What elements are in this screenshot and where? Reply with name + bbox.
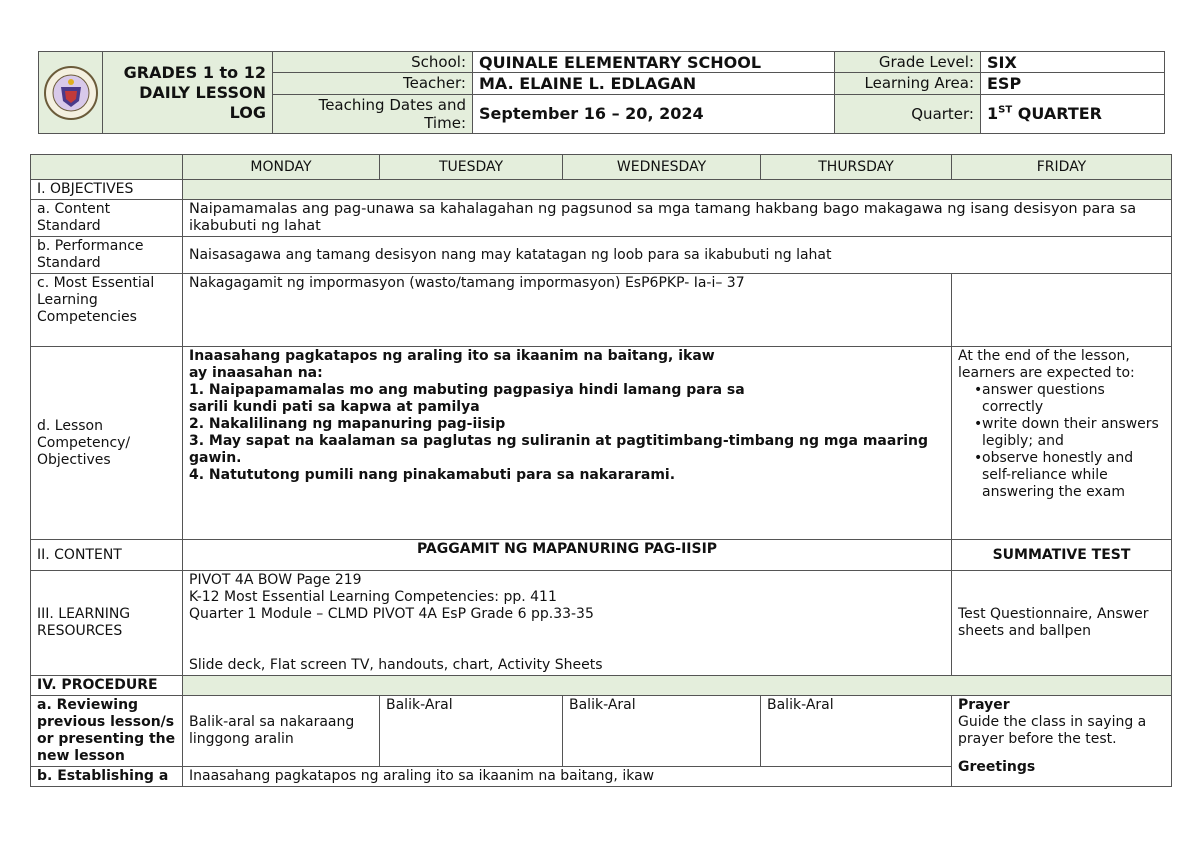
objective-line: 4. Natututong pumili nang pinakamabuti para sa nakararami. [189,467,676,483]
quarter-number: 1 [987,104,999,124]
friday-objective-item: • answer questions correctly [982,382,1165,416]
day-tuesday: TUESDAY [380,155,563,180]
deped-seal-icon [43,65,99,121]
quarter-value [981,94,1165,134]
resource-spacer [189,623,945,657]
friday-objectives-intro: At the end of the lesson, learners are expected to: [958,348,1135,381]
content-text: PAGGAMIT NG MAPANURING PAG-IISIP [183,540,952,571]
objective-line: 1. Naipapamamalas mo ang mabuting pagpasiya hindi lamang para sa [189,382,745,398]
corner-cell [31,155,183,180]
day-monday: MONDAY [183,155,380,180]
reviewing-monday: Balik-aral sa nakaraang linggong aralin [183,696,380,767]
quarter-text: QUARTER [1012,104,1102,124]
lesson-objectives-text [183,347,952,540]
friday-objectives [952,347,1172,540]
day-thursday: THURSDAY [761,155,952,180]
header-table [38,51,1165,134]
teaching-dates-label-line1: Teaching Dates and [318,95,466,114]
establishing-text: Inaasahang pagkatapos ng araling ito sa ikaanim na baitang, ikaw [183,767,952,787]
melc-text: Nakagagamit ng impormasyon (wasto/tamang impormasyon) EsP6PKP- Ia-i– 37 [183,274,952,347]
greetings-title: Greetings [958,759,1036,775]
friday-objective-item: • write down their answers legibly; and [982,416,1165,450]
reviewing-wednesday: Balik-Aral [563,696,761,767]
objective-line: 3. May sapat na kaalaman sa paglutas ng suliranin at pagtitimbang-timbang ng mga maaring gawin. [189,433,929,466]
procedure-section-row [31,676,1172,696]
resource-line: Slide deck, Flat screen TV, handouts, chart, Activity Sheets [189,657,603,673]
title-line-1: GRADES 1 to 12 [123,62,266,82]
melc-label: c. Most Essential Learning Competencies [31,274,183,347]
reviewing-friday [952,696,1172,787]
title-line-2: DAILY LESSON [139,82,266,102]
learning-area-value: ESP [981,73,1165,94]
performance-standard-text: Naisasagawa ang tamang desisyon nang may katatagan ng loob para sa ikabubuti ng lahat [183,237,1172,274]
learning-area-label: Learning Area: [835,73,981,94]
learning-resources-label: III. LEARNING RESOURCES [31,571,183,676]
lesson-log-table [30,154,1172,787]
friday-objectives-list [958,382,1165,501]
teaching-dates-value: September 16 – 20, 2024 [473,94,835,134]
quarter-suffix: ST [998,104,1013,116]
prayer-title: Prayer [958,697,1010,713]
objectives-heading: I. OBJECTIVES [31,180,183,200]
melc-friday [952,274,1172,347]
teacher-label: Teacher: [273,73,473,94]
spacer [958,748,1165,759]
resource-line: PIVOT 4A BOW Page 219 [189,572,362,588]
day-friday: FRIDAY [952,155,1172,180]
objective-line: ay inaasahan na: [189,365,323,381]
procedure-heading: IV. PROCEDURE [31,676,183,696]
procedure-band [183,676,1172,696]
friday-objective-item: • observe honestly and self-reliance while answering the exam [982,450,1165,501]
school-label: School: [273,52,473,73]
reviewing-tuesday: Balik-Aral [380,696,563,767]
content-standard-row [31,200,1172,237]
day-wednesday: WEDNESDAY [563,155,761,180]
school-value: QUINALE ELEMENTARY SCHOOL [473,52,835,73]
lesson-objectives-row [31,347,1172,540]
content-label: II. CONTENT [31,540,183,571]
objectives-band [183,180,1172,200]
teaching-dates-label-line2: Time: [424,113,466,132]
objective-line: 2. Nakalilinang ng mapanuring pag-iisip [189,416,506,432]
objective-line: Inaasahang pagkatapos ng araling ito sa ikaanim na baitang, ikaw [189,348,715,364]
resource-line: K-12 Most Essential Learning Competencies: pp. 411 [189,589,557,605]
content-friday: SUMMATIVE TEST [952,540,1172,571]
content-row [31,540,1172,571]
performance-standard-row [31,237,1172,274]
content-standard-text: Naipamamalas ang pag-unawa sa kahalagahan ng pagsunod sa mga tamang hakbang bago makagawa ng isang desisyon para sa ikabubuti ng lahat [183,200,1172,237]
resource-line: Quarter 1 Module – CLMD PIVOT 4A EsP Grade 6 pp.33-35 [189,606,594,622]
deped-seal-cell [39,52,103,134]
performance-standard-label: b. Performance Standard [31,237,183,274]
dll-title [103,52,273,134]
objective-line: sarili kundi pati sa kapwa at pamilya [189,399,480,415]
day-header-row [31,155,1172,180]
grade-level-label: Grade Level: [835,52,981,73]
teacher-value: MA. ELAINE L. EDLAGAN [473,73,835,94]
quarter-label: Quarter: [835,94,981,134]
reviewing-thursday: Balik-Aral [761,696,952,767]
establishing-label: b. Establishing a [31,767,183,787]
grade-level-value: SIX [981,52,1165,73]
learning-resources-text [183,571,952,676]
title-line-3: LOG [229,102,266,122]
melc-row [31,274,1172,347]
objectives-section-row [31,180,1172,200]
prayer-text: Guide the class in saying a prayer before the test. [958,714,1147,747]
teaching-dates-label [273,94,473,134]
learning-resources-friday: Test Questionnaire, Answer sheets and ballpen [952,571,1172,676]
reviewing-row [31,696,1172,767]
content-standard-label: a. Content Standard [31,200,183,237]
lesson-objectives-label: d. Lesson Competency/ Objectives [31,347,183,540]
reviewing-label: a. Reviewing previous lesson/s or presenting the new lesson [31,696,183,767]
learning-resources-row [31,571,1172,676]
